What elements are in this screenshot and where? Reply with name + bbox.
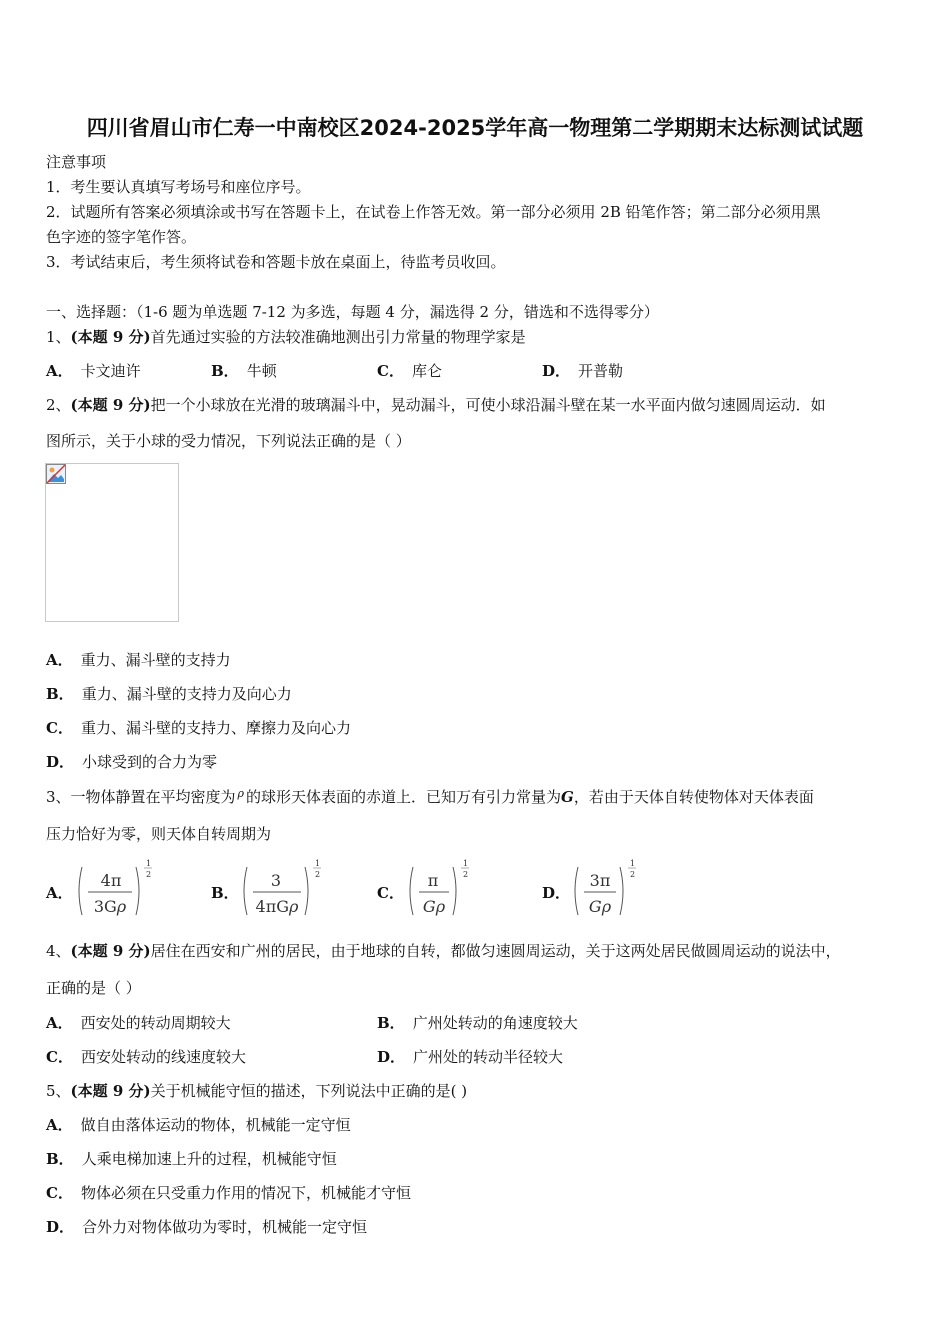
rho-symbol: ρ — [237, 787, 245, 800]
q1-option-c — [377, 361, 442, 381]
q3-option-b — [211, 855, 371, 925]
den-rho: ρ — [116, 897, 127, 916]
q5-option-a — [46, 1115, 351, 1135]
q2-option-c — [46, 718, 351, 738]
option-label: A． — [46, 651, 73, 669]
option-label: C． — [46, 719, 73, 737]
numerator: 3 — [270, 871, 282, 890]
denominator — [589, 897, 612, 916]
left-paren — [410, 867, 413, 915]
exponent-den: 2 — [315, 870, 321, 879]
q2-option-a — [46, 650, 231, 670]
notice-item: 色字迹的签字笔作答。 — [46, 228, 197, 246]
option-label: A． — [46, 884, 73, 902]
q5-option-d — [46, 1217, 367, 1237]
option-text: 库仑 — [411, 362, 442, 380]
option-text: 小球受到的合力为零 — [82, 753, 218, 771]
exponent-num: 1 — [463, 859, 469, 868]
option-label: A． — [46, 362, 73, 380]
question-stem: 首先通过实验的方法较准确地测出引力常量的物理学家是 — [150, 328, 526, 346]
option-text: 牛顿 — [246, 362, 277, 380]
option-text: 做自由落体运动的物体，机械能一定守恒 — [80, 1116, 351, 1134]
question-3 — [46, 787, 814, 809]
option-label: C． — [377, 362, 404, 380]
right-paren — [620, 867, 623, 915]
notice-item: 1．考生要认真填写考场号和座位序号。 — [46, 178, 311, 196]
option-label: A． — [46, 1116, 73, 1134]
question-2 — [46, 395, 826, 415]
question-tag: (本题 9 分) — [70, 942, 151, 960]
g-symbol: G — [561, 788, 574, 806]
den-part: G — [588, 897, 602, 916]
q1-option-a — [46, 361, 141, 381]
exponent-num: 1 — [630, 859, 636, 868]
exponent-num: 1 — [146, 859, 152, 868]
option-text: 合外力对物体做功为零时，机械能一定守恒 — [82, 1218, 368, 1236]
option-text: 重力、漏斗壁的支持力及向心力 — [81, 685, 292, 703]
den-part: 3G — [93, 897, 117, 916]
q3-option-a — [46, 855, 206, 925]
question-tag: (本题 9 分) — [70, 1082, 151, 1100]
option-label: B． — [377, 1014, 405, 1032]
question-number: 1、 — [46, 328, 71, 346]
question-stem: 把一个小球放在光滑的玻璃漏斗中，晃动漏斗，可使小球沿漏斗壁在某一水平面内做匀速圆周运动．如 — [150, 396, 826, 414]
notice-item: 2．试题所有答案必须填涂或书写在答题卡上，在试卷上作答无效。第一部分必须用 2B 铅笔作答；第二部分必须用黑 — [46, 203, 821, 221]
right-paren — [136, 867, 139, 915]
option-text: 卡文迪许 — [80, 362, 141, 380]
question-stem: 居住在西安和广州的居民，由于地球的自转，都做匀速圆周运动，关于这两处居民做圆周运动的说法中， — [150, 942, 841, 960]
option-label: D． — [542, 362, 571, 380]
notice-heading: 注意事项 — [46, 153, 107, 171]
numerator: 3π — [589, 871, 611, 890]
option-label: C． — [377, 884, 404, 902]
question-stem: ，若由于天体自转使物体对天体表面 — [573, 788, 814, 806]
question-stem: 的球形天体表面的赤道上．已知万有引力常量为 — [246, 788, 562, 806]
option-label: D． — [542, 884, 571, 902]
right-paren — [453, 867, 456, 915]
q4-option-b — [377, 1013, 578, 1033]
den-part: G — [422, 897, 436, 916]
option-text: 物体必须在只受重力作用的情况下，机械能才守恒 — [80, 1184, 411, 1202]
q4-option-c — [46, 1047, 246, 1067]
denominator — [423, 897, 446, 916]
option-text: 广州处的转动半径较大 — [413, 1048, 564, 1066]
question-number: 4、 — [46, 942, 71, 960]
question-tag: (本题 9 分) — [70, 328, 151, 346]
option-text: 西安处的转动周期较大 — [80, 1014, 231, 1032]
option-label: B． — [211, 362, 239, 380]
exponent-den: 2 — [463, 870, 469, 879]
notice-item: 3．考试结束后，考生须将试卷和答题卡放在桌面上，待监考员收回。 — [46, 253, 506, 271]
option-label: A． — [46, 1014, 73, 1032]
option-label: C． — [46, 1184, 73, 1202]
option-text: 广州处转动的角速度较大 — [412, 1014, 578, 1032]
option-label: B． — [46, 1150, 74, 1168]
option-label: B． — [46, 685, 74, 703]
question-2-cont: 图所示，关于小球的受力情况，下列说法正确的是（ ） — [46, 432, 411, 450]
q5-option-c — [46, 1183, 411, 1203]
question-1 — [46, 327, 526, 347]
option-label: D． — [377, 1048, 406, 1066]
den-rho: ρ — [289, 897, 299, 916]
question-stem: 3、一物体静置在平均密度为 — [46, 788, 236, 806]
formula — [570, 855, 680, 925]
numerator: π — [427, 871, 439, 890]
q3-option-c — [377, 855, 537, 925]
den-part: 4πG — [255, 897, 290, 916]
denominator — [94, 897, 127, 916]
q2-option-d — [46, 752, 217, 772]
option-label: C． — [46, 1048, 73, 1066]
option-label: B． — [211, 884, 239, 902]
q3-option-d — [542, 855, 702, 925]
question-4-cont: 正确的是（ ） — [46, 979, 141, 997]
denominator — [256, 897, 299, 916]
right-paren — [305, 867, 308, 915]
exponent-den: 2 — [630, 870, 636, 879]
den-rho: ρ — [435, 897, 446, 916]
exponent-num: 1 — [315, 859, 321, 868]
q4-option-d — [377, 1047, 563, 1067]
option-text: 人乘电梯加速上升的过程，机械能守恒 — [81, 1150, 337, 1168]
numerator: 4π — [100, 871, 122, 890]
left-paren — [79, 867, 82, 915]
exponent-den: 2 — [146, 870, 152, 879]
q1-option-b — [211, 361, 277, 381]
left-paren — [244, 867, 247, 915]
left-paren — [575, 867, 578, 915]
q5-option-b — [46, 1149, 337, 1169]
option-text: 重力、漏斗壁的支持力、摩擦力及向心力 — [80, 719, 351, 737]
option-text: 开普勒 — [578, 362, 624, 380]
question-stem: 关于机械能守恒的描述，下列说法中正确的是( ) — [150, 1082, 468, 1100]
question-number: 2、 — [46, 396, 71, 414]
question-4 — [46, 941, 841, 961]
option-text: 重力、漏斗壁的支持力 — [80, 651, 231, 669]
figure-placeholder — [45, 463, 179, 622]
section-heading: 一、选择题：（1-6 题为单选题 7-12 为多选，每题 4 分，漏选得 2 分，错选和不选得零分） — [46, 303, 659, 321]
broken-image-icon — [46, 464, 66, 484]
question-number: 5、 — [46, 1082, 71, 1100]
den-rho: ρ — [601, 897, 612, 916]
page-title: 四川省眉山市仁寿一中南校区2024-2025学年高一物理第二学期期末达标测试试题 — [86, 116, 864, 140]
q1-option-d — [542, 361, 623, 381]
question-tag: (本题 9 分) — [70, 396, 151, 414]
option-text: 西安处转动的线速度较大 — [80, 1048, 246, 1066]
question-5 — [46, 1081, 467, 1101]
formula — [74, 855, 184, 925]
formula — [239, 855, 349, 925]
q4-option-a — [46, 1013, 231, 1033]
question-3-cont: 压力恰好为零，则天体自转周期为 — [46, 825, 272, 843]
formula — [405, 855, 515, 925]
option-label: D． — [46, 753, 75, 771]
option-label: D． — [46, 1218, 75, 1236]
q2-option-b — [46, 684, 292, 704]
